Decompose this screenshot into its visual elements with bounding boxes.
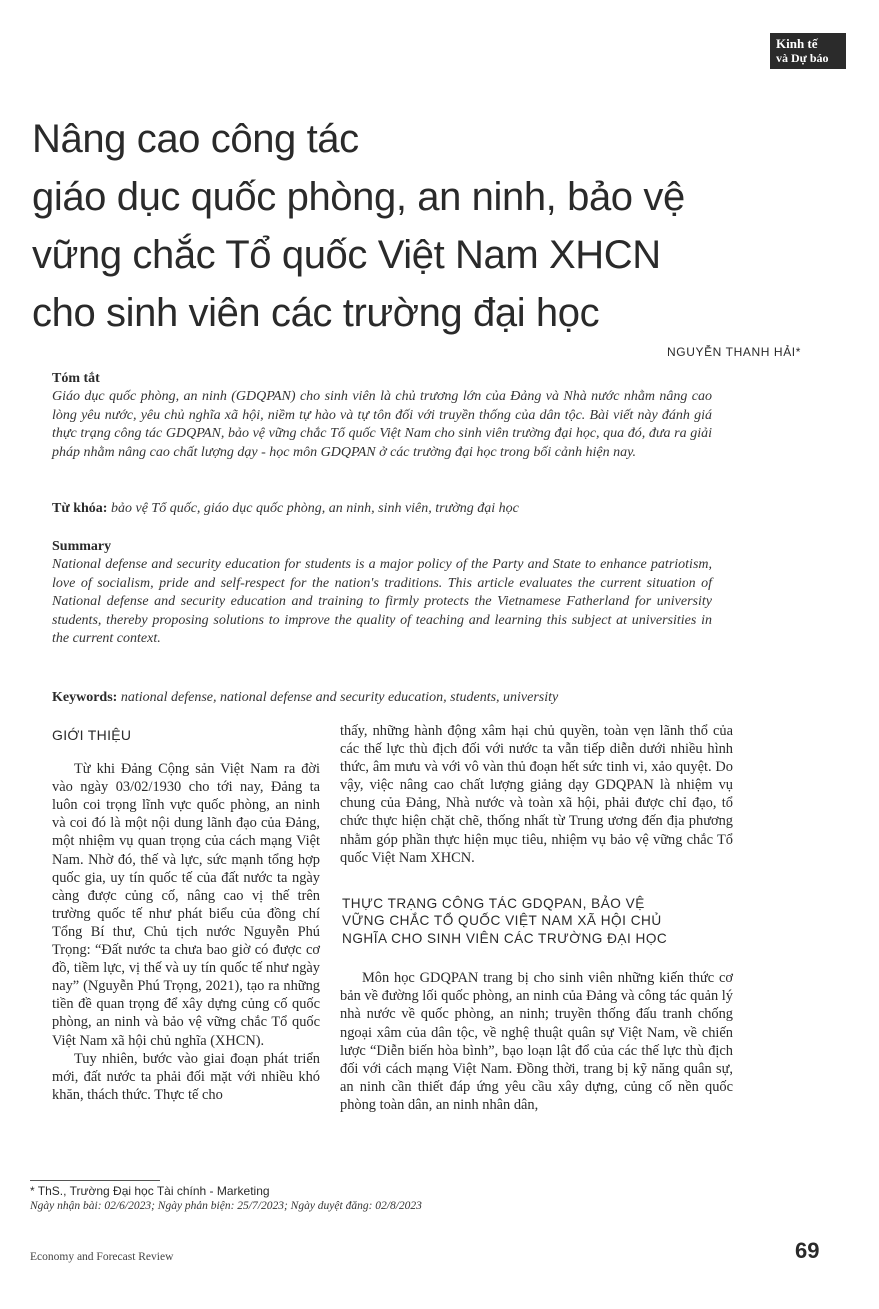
title-line: vững chắc Tổ quốc Việt Nam XHCN xyxy=(32,233,661,277)
journal-name: Economy and Forecast Review xyxy=(30,1251,174,1263)
journal-logo xyxy=(770,33,846,69)
abstract-vi-heading: Tóm tắt xyxy=(52,371,100,386)
article-title xyxy=(32,110,792,342)
body-paragraph: Từ khi Đảng Cộng sản Việt Nam ra đời vào ngày 03/02/1930 cho tới nay, Đảng ta luôn coi trọng lĩnh vực quốc phòng, an ninh và coi đó là một nội dung lãnh đạo của Đảng, một nhiệm vụ quan trọng của cách mạng Việt Nam. Nhờ đó, thế và lực, sức mạnh tổng hợp quốc gia, uy tín quốc tế của đất nước ta ngày càng được củng cố, nâng cao vị thế trên trường quốc tế như phát biểu của đồng chí Tổng Bí thư, Chủ tịch nước Nguyễn Phú Trọng: “Đất nước ta chưa bao giờ có được cơ đồ, tiềm lực, vị thế và uy tín quốc tế như ngày nay” (Nguyễn Phú Trọng, 2021), tạo ra những tiền đề quan trọng để xây dựng củng cố quốc phòng, an ninh và bảo vệ vững chắc Tổ quốc Việt Nam xã hội chủ nghĩa (XHCN). xyxy=(52,761,320,1049)
column-left xyxy=(52,726,320,1104)
body-paragraph: Môn học GDQPAN trang bị cho sinh viên những kiến thức cơ bản về đường lối quốc phòng, an ninh của Đảng và công tác quản lý nhà nước về quốc phòng, an ninh; truyền thống đấu tranh chống ngoại xâm của dân tộc, về nghệ thuật quân sự Việt Nam, về chiến lược “Diễn biến hòa bình”, bạo loạn lật đổ của các thế lực thù địch đối với cách mạng Việt Nam. Đồng thời, trang bị kỹ năng quân sự, an ninh cần thiết đáp ứng yêu cầu xây dựng, củng cố nền quốc phòng toàn dân, an ninh nhân dân, xyxy=(340,970,733,1113)
logo-line-2: và Dự báo xyxy=(776,51,829,65)
section-heading-intro: GIỚI THIỆU xyxy=(52,727,132,743)
body-paragraph: Tuy nhiên, bước vào giai đoạn phát triển mới, đất nước ta phải đối mặt với nhiều khó khăn, thách thức. Thực tế cho xyxy=(52,1050,320,1103)
abstract-vi xyxy=(52,370,712,462)
footnote: * ThS., Trường Đại học Tài chính - Marketing xyxy=(30,1184,270,1198)
abstract-en xyxy=(52,538,712,649)
column-right xyxy=(340,722,733,1114)
title-line: Nâng cao công tác xyxy=(32,117,359,161)
title-line: giáo dục quốc phòng, an ninh, bảo vệ xyxy=(32,175,685,219)
keywords-en xyxy=(52,689,712,707)
section-heading-line: VỮNG CHẮC TỔ QUỐC VIỆT NAM XÃ HỘI CHỦ xyxy=(342,913,662,929)
keywords-en-text: national defense, national defense and security education, students, university xyxy=(120,690,559,705)
section-heading-situation xyxy=(340,895,733,948)
submission-dates: Ngày nhận bài: 02/6/2023; Ngày phản biện: 25/7/2023; Ngày duyệt đăng: 02/8/2023 xyxy=(30,1200,422,1212)
logo-line-1: Kinh tế xyxy=(776,36,818,51)
abstract-vi-text: Giáo dục quốc phòng, an ninh (GDQPAN) cho sinh viên là chủ trương lớn của Đảng và Nhà nước nhằm nâng cao lòng yêu nước, yêu chủ nghĩa xã hội, niềm tự hào và tự tôn đối với truyền thống của dân tộc. Bài viết này đánh giá thực trạng công tác GDQPAN, bảo vệ vững chắc Tổ quốc Việt Nam cho sinh viên trường đại học, qua đó, đưa ra giải pháp nhằm nâng cao chất lượng dạy - học môn GDQPAN ở các trường đại học trong bối cảnh hiện nay. xyxy=(52,389,712,460)
title-line: cho sinh viên các trường đại học xyxy=(32,291,600,335)
abstract-en-heading: Summary xyxy=(52,539,112,554)
abstract-en-text: National defense and security education for students is a major policy of the Party and State to enhance patriotism, love of socialism, pride and self-respect for the nation's traditions. This article evaluates the current situation of National defense and security education and training to firmly protects the Vietnamese Fatherland for university students, thereby proposing solutions to improve the quality of teaching and learning this subject at universities in the current context. xyxy=(52,557,712,646)
keywords-en-label: Keywords: xyxy=(52,690,118,705)
keywords-vi xyxy=(52,500,712,518)
section-heading-line: THỰC TRẠNG CÔNG TÁC GDQPAN, BẢO VỆ xyxy=(342,895,645,911)
footnote-divider xyxy=(30,1180,160,1181)
keywords-vi-text: bảo vệ Tổ quốc, giáo dục quốc phòng, an ninh, sinh viên, trường đại học xyxy=(110,501,519,516)
page-number: 69 xyxy=(795,1238,820,1263)
section-heading-line: NGHĨA CHO SINH VIÊN CÁC TRƯỜNG ĐẠI HỌC xyxy=(342,930,668,946)
keywords-vi-label: Từ khóa: xyxy=(52,501,108,516)
author-name: NGUYỄN THANH HẢI* xyxy=(667,345,801,359)
body-paragraph: thấy, những hành động xâm hại chủ quyền, toàn vẹn lãnh thổ của các thế lực thù địch đối với nước ta vẫn tiếp diễn dưới nhiều hình thức, âm mưu và với vô vàn thủ đoạn hết sức tinh vi, xảo quyệt. Do vậy, việc nâng cao chất lượng giảng dạy GDQPAN là nhiệm vụ chung của Đảng, Nhà nước và toàn xã hội, phải được chỉ đạo, tổ chức thực hiện chặt chẽ, thống nhất từ Trung ương đến địa phương nhằm góp phần thực hiện mục tiêu, nhiệm vụ bảo vệ vững chắc Tổ quốc Việt Nam XHCN. xyxy=(340,723,733,866)
